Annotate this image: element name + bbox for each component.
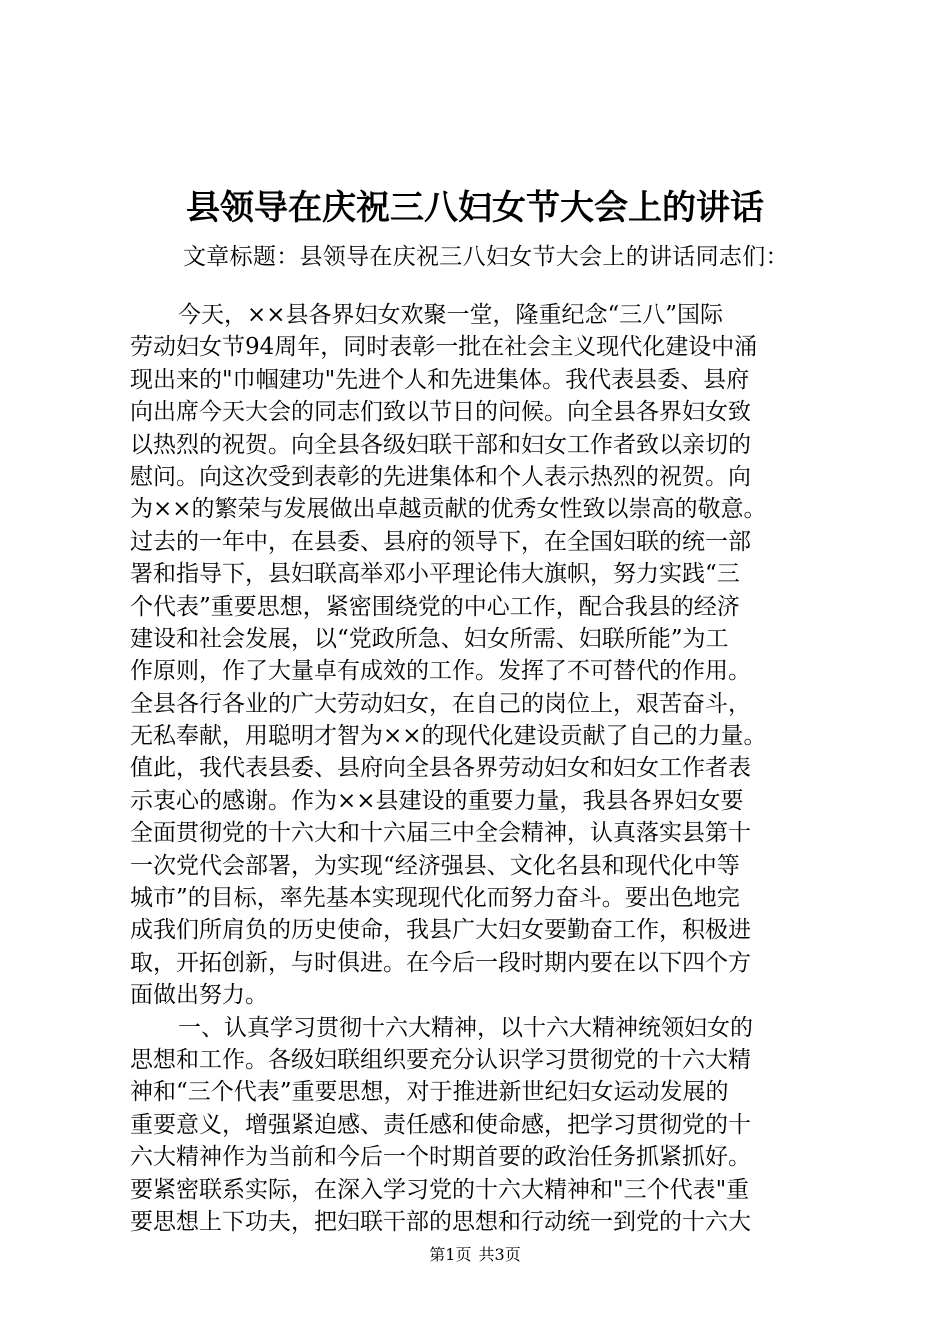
- body-line: 全县各行各业的广大劳动妇女，在自己的岗位上，艰苦奋斗，: [130, 690, 751, 717]
- body-line: 今天，××县各界妇女欢聚一堂，隆重纪念“三八”国际: [178, 302, 724, 328]
- body-line: 要思想上下功夫，把妇联干部的思想和行动统一到党的十六大: [130, 1208, 751, 1235]
- body-line: 神和“三个代表”重要思想，对于推进新世纪妇女运动发展的: [130, 1079, 729, 1106]
- body-line: 向出席今天大会的同志们致以节日的问候。向全县各界妇女致: [130, 399, 751, 426]
- body-line: 作原则，作了大量卓有成效的工作。发挥了不可替代的作用。: [130, 658, 751, 685]
- body-line: 劳动妇女节94周年，同时表彰一批在社会主义现代化建设中涌: [130, 334, 758, 361]
- document-body: [130, 299, 830, 1238]
- body-line: 示衷心的感谢。作为××县建设的重要力量，我县各界妇女要: [130, 787, 744, 814]
- body-line: 思想和工作。各级妇联组织要充分认识学习贯彻党的十六大精: [130, 1046, 751, 1073]
- body-line: 成我们所肩负的历史使命，我县广大妇女要勤奋工作，积极进: [130, 917, 751, 944]
- body-line: 以热烈的祝贺。向全县各级妇联干部和妇女工作者致以亲切的: [130, 431, 751, 458]
- page-number: 第1页: [429, 1245, 472, 1264]
- page-footer: [0, 1244, 950, 1266]
- body-line: 全面贯彻党的十六大和十六届三中全会精神，认真落实县第十: [130, 820, 751, 847]
- body-line: 无私奉献，用聪明才智为××的现代化建设贡献了自己的力量。: [130, 723, 767, 750]
- body-line: 要紧密联系实际，在深入学习党的十六大精神和"三个代表"重: [130, 1176, 750, 1203]
- body-line: 重要意义，增强紧迫感、责任感和使命感，把学习贯彻党的十: [130, 1111, 751, 1138]
- document-subtitle: 文章标题：县领导在庆祝三八妇女节大会上的讲话同志们：: [183, 244, 789, 270]
- body-line: 为××的繁荣与发展做出卓越贡献的优秀女性致以崇高的敬意。: [130, 496, 767, 523]
- body-line: 城市”的目标，率先基本实现现代化而努力奋斗。要出色地完: [130, 885, 740, 912]
- body-line: 取，开拓创新，与时俱进。在今后一段时期内要在以下四个方: [130, 949, 751, 976]
- body-line: 一、认真学习贯彻十六大精神，以十六大精神统领妇女的: [178, 1014, 753, 1041]
- body-line: 建设和社会发展，以“党政所急、妇女所需、妇联所能”为工: [130, 625, 729, 652]
- body-line: 一次党代会部署，为实现“经济强县、文化名县和现代化中等: [130, 852, 740, 879]
- body-line: 慰问。向这次受到表彰的先进集体和个人表示热烈的祝贺。向: [130, 463, 751, 490]
- body-line: 署和指导下，县妇联高举邓小平理论伟大旗帜，努力实践“三: [130, 561, 740, 588]
- page-total: 共3页: [478, 1245, 521, 1264]
- body-line: 面做出努力。: [130, 982, 268, 1009]
- body-line: 现出来的"巾帼建功"先进个人和先进集体。我代表县委、县府: [130, 366, 750, 393]
- body-line: 值此，我代表县委、县府向全县各界劳动妇女和妇女工作者表: [130, 755, 751, 782]
- body-line: 六大精神作为当前和今后一个时期首要的政治任务抓紧抓好。: [130, 1144, 751, 1171]
- document-title: 县领导在庆祝三八妇女节大会上的讲话: [186, 188, 764, 228]
- body-line: 过去的一年中，在县委、县府的领导下，在全国妇联的统一部: [130, 528, 751, 555]
- body-line: 个代表”重要思想，紧密围绕党的中心工作，配合我县的经济: [130, 593, 740, 620]
